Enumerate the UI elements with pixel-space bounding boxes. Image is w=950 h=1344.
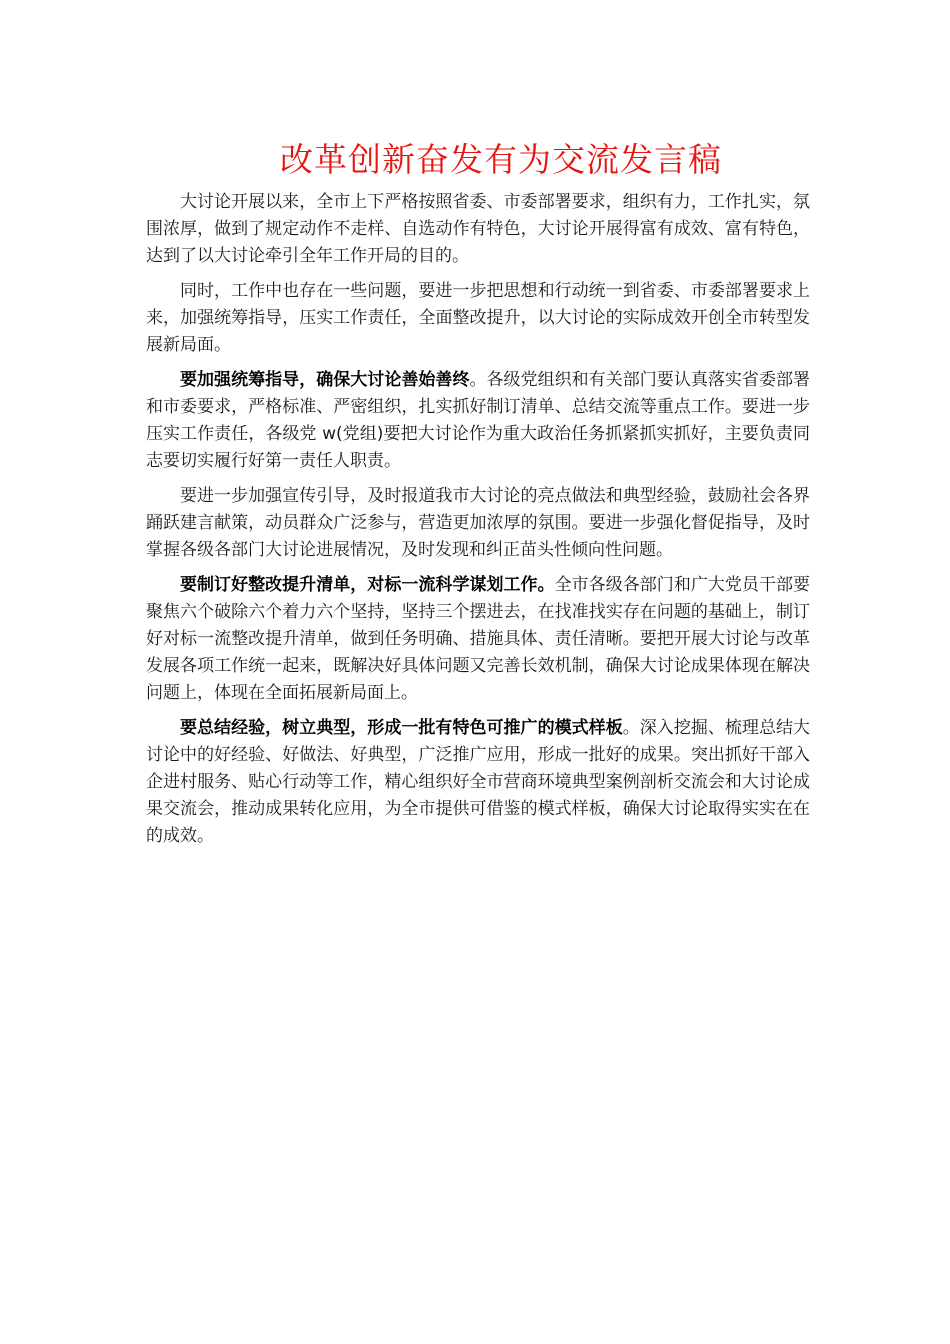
paragraph-text: 。各级党组织和有关部门要认真落实省委部署和市委要求，严格标准、严密组织，扎实抓好制订清单、总结交流等重点工作。要进一步压实工作责任，各级党 w(党组)要把大讨论作为重大政治任务抓紧抓实抓好，主要负责同志要切实履行好第一责任人职责。 (146, 370, 811, 471)
paragraph-6 (146, 715, 810, 850)
paragraph-4 (146, 483, 810, 564)
document-title: 改革创新奋发有为交流发言稿 (280, 140, 722, 179)
document-body (146, 189, 810, 858)
paragraph-3 (146, 367, 810, 475)
paragraph-5 (146, 572, 810, 707)
paragraph-text: 大讨论开展以来，全市上下严格按照省委、市委部署要求，组织有力，工作扎实，氛围浓厚，做到了规定动作不走样、自选动作有特色，大讨论开展得富有成效、富有特色，达到了以大讨论牵引全年工作开局的目的。 (146, 192, 810, 266)
paragraph-text: 同时，工作中也存在一些问题，要进一步把思想和行动统一到省委、市委部署要求上来，加强统筹指导，压实工作责任，全面整改提升，以大讨论的实际成效开创全市转型发展新局面。 (146, 281, 810, 355)
paragraph-2 (146, 278, 810, 359)
paragraph-1 (146, 189, 810, 270)
paragraph-text: 全市各级各部门和广大党员干部要聚焦六个破除六个着力六个坚持，坚持三个摆进去，在找准找实存在问题的基础上，制订好对标一流整改提升清单，做到任务明确、措施具体、责任清晰。要把开展大讨论与改革发展各项工作统一起来，既解决好具体问题又完善长效机制，确保大讨论成果体现在解决问题上，体现在全面拓展新局面上。 (146, 575, 811, 703)
paragraph-lead: 要制订好整改提升清单，对标一流科学谋划工作。 (180, 575, 555, 595)
paragraph-text: 。深入挖掘、梳理总结大讨论中的好经验、好做法、好典型，广泛推广应用，形成一批好的成果。突出抓好干部入企进村服务、贴心行动等工作，精心组织好全市营商环境典型案例剖析交流会和大讨论成果交流会，推动成果转化应用，为全市提供可借鉴的模式样板，确保大讨论取得实实在在的成效。 (146, 718, 811, 846)
paragraph-lead: 要加强统筹指导，确保大讨论善始善终 (180, 370, 470, 390)
paragraph-text: 要进一步加强宣传引导，及时报道我市大讨论的亮点做法和典型经验，鼓励社会各界踊跃建言献策，动员群众广泛参与，营造更加浓厚的氛围。要进一步强化督促指导，及时掌握各级各部门大讨论进展情况，及时发现和纠正苗头性倾向性问题。 (146, 486, 810, 560)
paragraph-lead: 要总结经验，树立典型，形成一批有特色可推广的模式样板 (180, 718, 623, 738)
